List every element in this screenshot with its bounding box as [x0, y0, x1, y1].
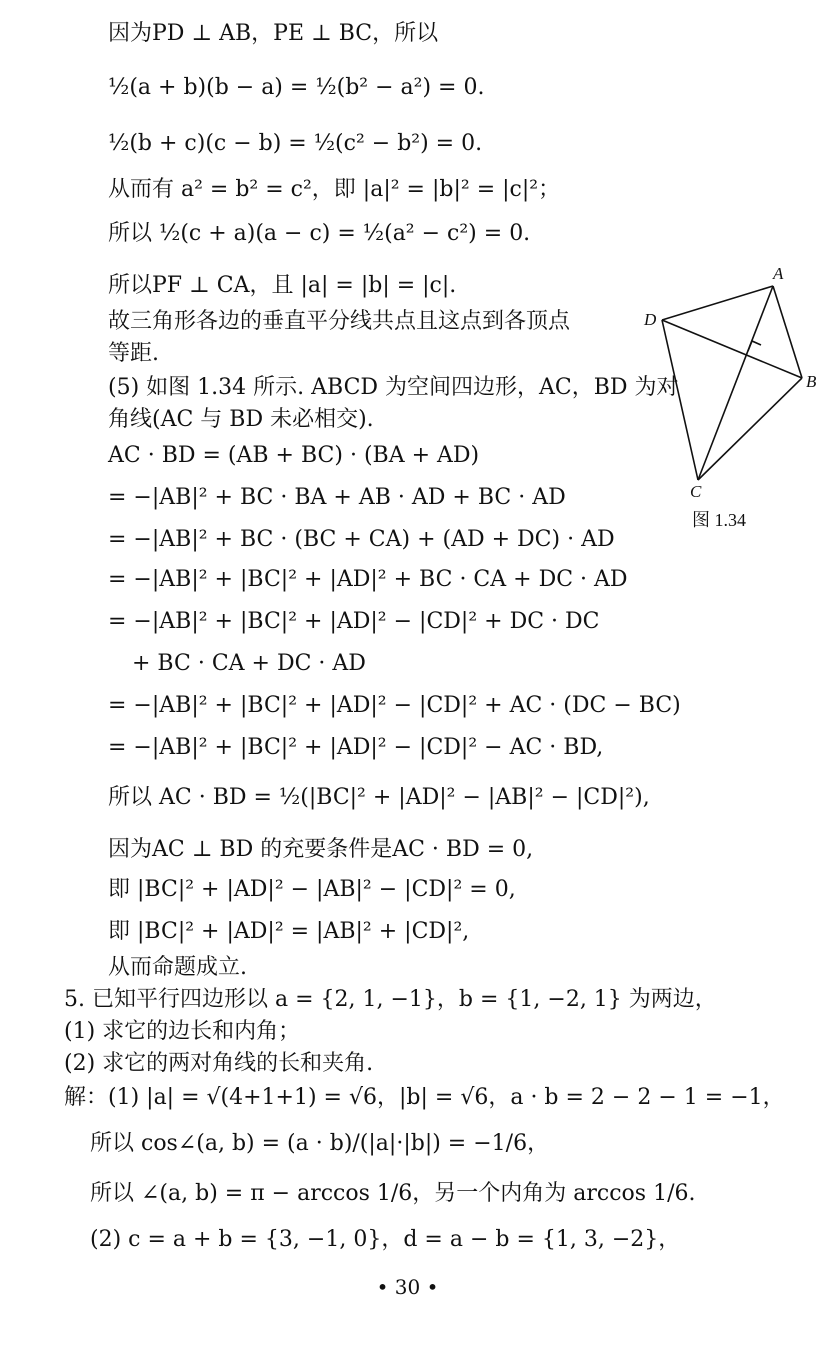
point-label-c: C [690, 482, 702, 501]
edge-da [662, 286, 773, 320]
text-line: 所以 ½(c + a)(a − c) = ½(a² − c²) = 0. [108, 221, 531, 246]
point-label-d: D [644, 310, 657, 329]
right-angle-mark [748, 341, 761, 351]
figure-caption: 图 1.34 [692, 510, 746, 530]
text-line: (2) c = a + b = {3, −1, 0}，d = a − b = {1, 3, −2}， [90, 1227, 681, 1252]
text-line: 所以 cos∠(a, b) = (a · b)/(|a|·|b|) = −1/6， [90, 1131, 550, 1156]
text-line: 5. 已知平行四边形以 a = {2, 1, −1}，b = {1, −2, 1} 为两边， [64, 987, 717, 1012]
text-line: 从而命题成立. [108, 955, 247, 980]
diagonal-bd [662, 320, 802, 378]
text-line: ½(a + b)(b − a) = ½(b² − a²) = 0. [108, 75, 485, 100]
edge-bc [698, 378, 802, 480]
figure-1-34 [640, 262, 815, 532]
text-line: (5) 如图 1.34 所示. ABCD 为空间四边形，AC，BD 为对 [108, 375, 679, 400]
text-line: 等距. [108, 341, 159, 366]
text-line: 解：(1) |a| = √(4+1+1) = √6，|b| = √6，a · b = 2 − 2 − 1 = −1， [64, 1085, 785, 1110]
text-line: 即 |BC|² + |AD|² = |AB|² + |CD|², [108, 919, 470, 944]
text-line: = −|AB|² + |BC|² + |AD|² − |CD|² + AC · (DC − BC) [108, 693, 681, 718]
text-line: = −|AB|² + |BC|² + |AD|² − |CD|² + DC · DC [108, 609, 600, 634]
text-line: 即 |BC|² + |AD|² − |AB|² − |CD|² = 0, [108, 877, 516, 902]
text-line: AC · BD = (AB + BC) · (BA + AD) [108, 443, 480, 468]
page-number: • 30 • [376, 1275, 439, 1299]
text-line: 角线(AC 与 BD 未必相交). [108, 407, 374, 432]
text-line: 所以 ∠(a, b) = π − arccos 1/6，另一个内角为 arccos 1/6. [90, 1181, 696, 1206]
text-line: + BC · CA + DC · AD [132, 651, 366, 676]
text-line: 故三角形各边的垂直平分线共点且这点到各顶点 [108, 309, 571, 334]
point-label-b: B [806, 372, 816, 391]
point-label-a: A [773, 264, 784, 283]
text-line: = −|AB|² + BC · (BC + CA) + (AD + DC) · AD [108, 527, 615, 552]
text-line: (1) 求它的边长和内角； [64, 1019, 301, 1044]
text-line: ½(b + c)(c − b) = ½(c² − b²) = 0. [108, 131, 483, 156]
text-line: = −|AB|² + |BC|² + |AD|² − |CD|² − AC · BD, [108, 735, 604, 760]
text-line: = −|AB|² + |BC|² + |AD|² + BC · CA + DC · AD [108, 567, 628, 592]
text-line: 从而有 a² = b² = c²，即 |a|² = |b|² = |c|²； [108, 177, 561, 202]
text-line: 所以PF ⊥ CA，且 |a| = |b| = |c|. [108, 273, 457, 298]
edge-ab [773, 286, 802, 378]
diagonal-ac [698, 286, 773, 480]
text-line: 因为PD ⊥ AB，PE ⊥ BC，所以 [108, 21, 439, 46]
text-line: 因为AC ⊥ BD 的充要条件是AC · BD = 0, [108, 837, 534, 862]
text-line: 所以 AC · BD = ½(|BC|² + |AD|² − |AB|² − |CD|²), [108, 785, 650, 810]
text-line: = −|AB|² + BC · BA + AB · AD + BC · AD [108, 485, 566, 510]
edge-cd [662, 320, 698, 480]
text-line: (2) 求它的两对角线的长和夹角. [64, 1051, 374, 1076]
quadrilateral-diagram [640, 262, 815, 492]
